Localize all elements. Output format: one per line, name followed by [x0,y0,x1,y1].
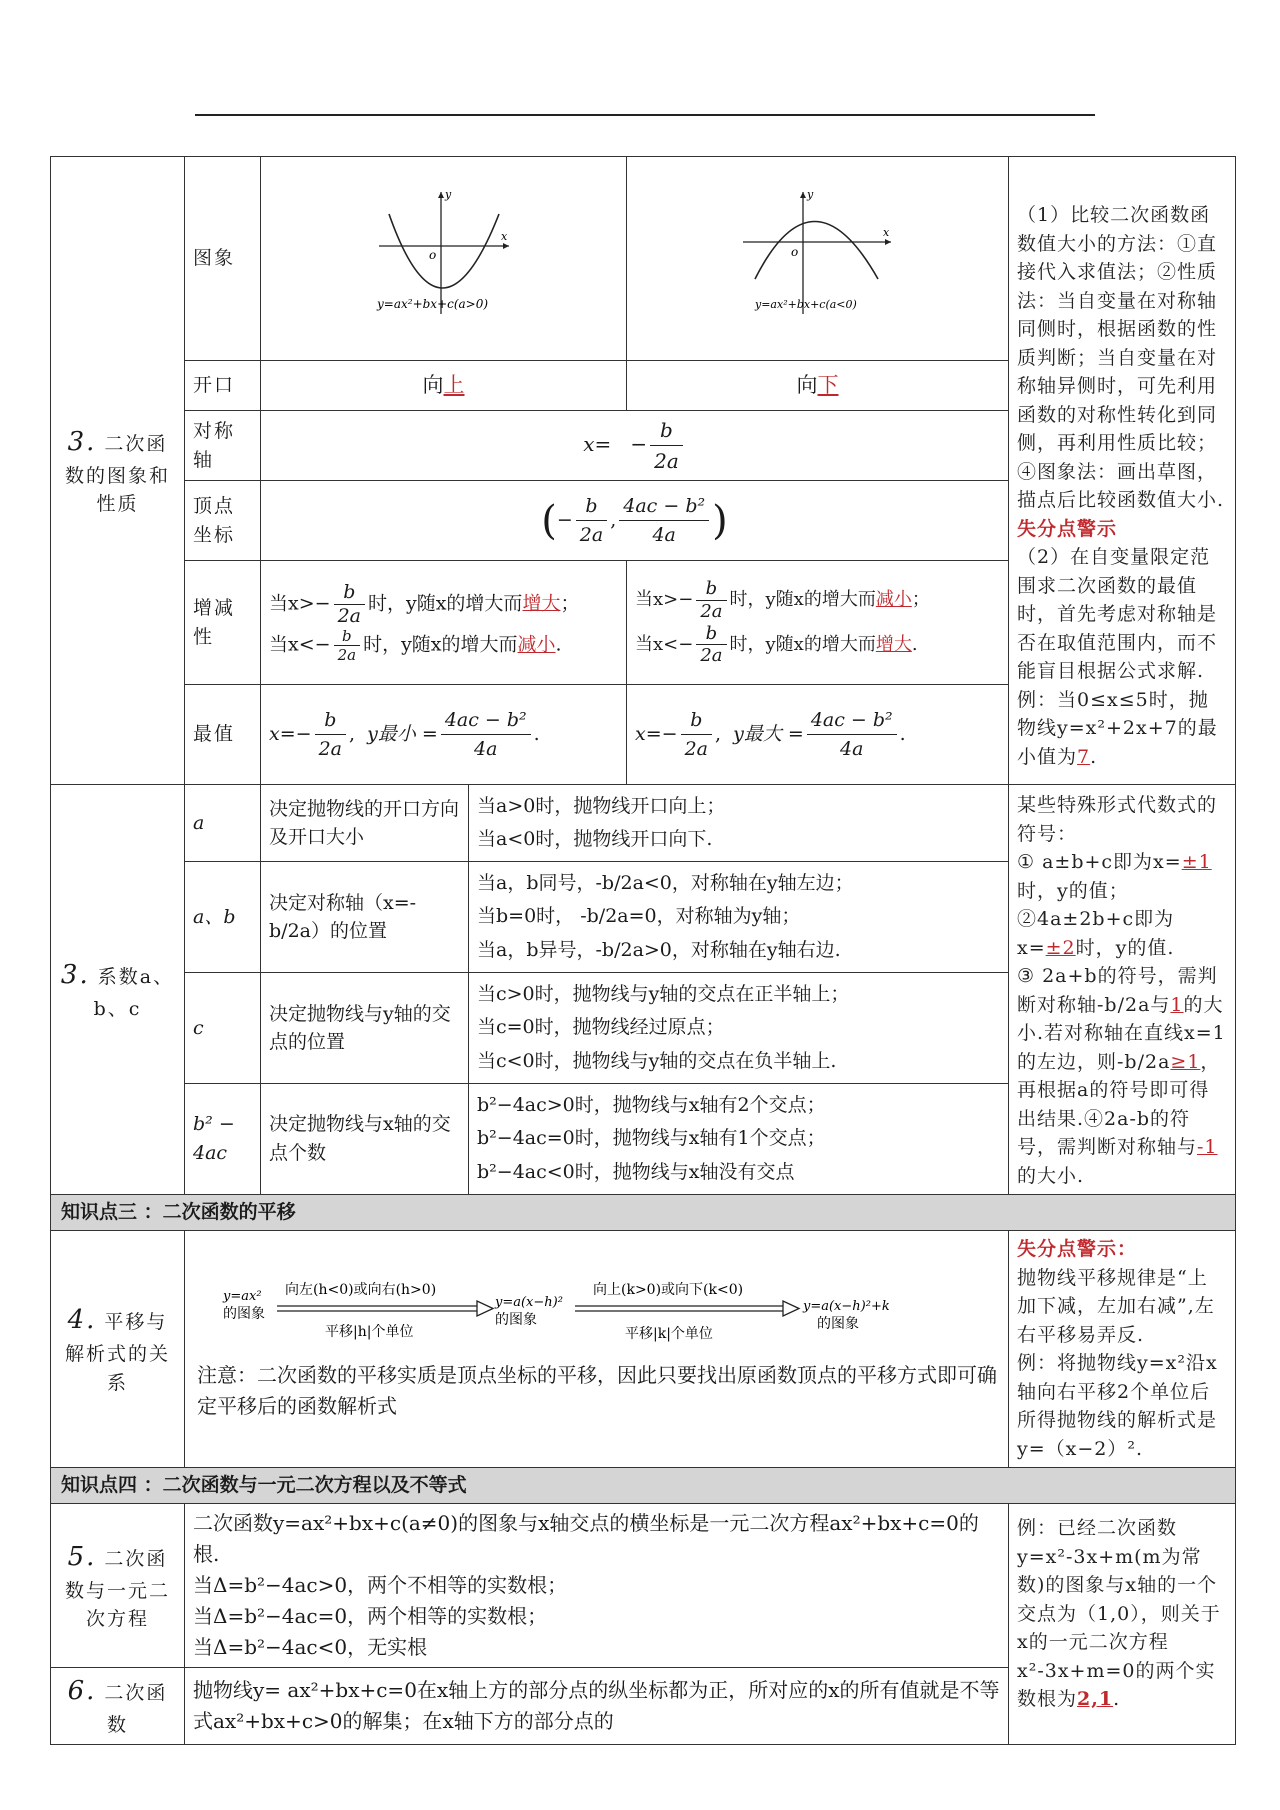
mono-answer: 增大 [522,592,561,614]
example-end: . [1090,745,1098,768]
extreme-frac-num: b [315,706,346,736]
section3-notes [1009,157,1236,785]
vertex-formula-cell: (− $\frac{b}{2a}$ , $\frac{\text{4ac − b²}}{4a}$ ) [261,481,1009,561]
mono-answer: 减小 [517,633,556,656]
flow-sub-1: 的图象 [223,1305,265,1322]
parabola-down-graph [733,184,903,324]
extreme-x-lhs: x=− [269,722,312,745]
mono-frac-num: b [334,627,361,646]
notes-warning-title: 失分点警示 [1017,517,1118,540]
flow-arrow1-top: 向左(h<0)或向右(h>0) [285,1281,437,1298]
section4-title: 平移与解析式的关系 [64,1311,170,1394]
translation-note: 注意：二次函数的平移实质是顶点坐标的平移，因此只要找出原函数顶点的平移方式即可确定平移后的函数解析式 [197,1363,997,1419]
kp3-title: 知识点三 ：二次函数的平移 [51,1195,1236,1231]
mono-frac-den: 2a [337,604,361,627]
coeff-notes-p2 [1017,962,1227,1190]
mono-text: 当x>− [269,592,331,614]
extreme-val-frac [441,706,531,764]
section5-line: 当Δ=b²−4ac>0，两个不相等的实数根； [193,1573,568,1597]
note-text: 时，y的值；②4a±2b+c即为x= [1017,879,1175,959]
note-answer: ≥1 [1170,1050,1201,1073]
section56-side [1009,1504,1236,1745]
extreme-x-frac [315,706,346,764]
coeff-desc-discriminant: 决定抛物线与x轴的交点个数 [261,1083,469,1194]
section4-rule: 抛物线平移规律是“上加下减，左加右减”,左右平移易弄反. [1017,1266,1215,1346]
knowledge-table [50,156,1235,1745]
coeff-rules-a [469,785,1009,862]
vertex-y-num: 4ac − b² [619,492,709,522]
origin-label: o [428,248,436,263]
mono-end: ； [911,589,930,611]
extreme-x-lhs: x=− [635,722,678,745]
rule-line: 当a<0时，抛物线开口向下. [477,828,713,851]
note-text: ③ 2a+b的符号，需判断对称轴-b/2a与 [1017,965,1218,1016]
opening-down-value: 下 [817,372,839,397]
mono-answer: 减小 [875,589,912,611]
rule-line: b²−4ac>0时，抛物线与x轴有2个交点； [477,1094,826,1117]
flow-sub-3: 的图象 [817,1315,859,1332]
note-answer: -1 [1197,1136,1218,1158]
coeff-name-c: c [185,973,261,1084]
note-text: ，再根据a的符号即可得出结果.④2a-b的符号，需判断对称轴与 [1017,1050,1221,1158]
coeff-notes-title: 某些特殊形式代数式的符号： [1017,794,1218,845]
mono-frac-num: b [334,581,365,605]
section4-label [51,1231,185,1468]
mono-answer: 增大 [875,633,912,655]
axis-sign: − [630,432,648,456]
section4-num: 4. [67,1305,97,1335]
axis-x-label: x [500,230,507,244]
row-head-extreme: 最值 [185,685,261,785]
axis-x-label: x [882,226,889,240]
coeff-rules-discriminant [469,1083,1009,1194]
monotonic-down-cell [627,561,1009,685]
extreme-val-num: 4ac − b² [441,706,531,736]
mono-frac-den: 2a [700,600,723,622]
opening-up-value: 上 [443,372,465,397]
flow-arrow1-bottom: 平移|h|个单位 [325,1323,414,1340]
section3-num: 3. [67,426,97,457]
extreme-y-min-label: y最小 = [367,722,438,745]
extreme-frac-den: 2a [684,738,708,760]
mono-frac [696,578,726,622]
opening-up-prefix: 向 [422,372,444,397]
coeff-section-label [51,785,185,1195]
monotonic-down-line2 [635,623,1000,667]
flow-eq-1: y=ax² [223,1288,262,1304]
parabola-up-graph [369,184,519,324]
axis-y-label: y [444,188,451,202]
coeff-name-a: a [185,785,261,862]
section5-line: 当Δ=b²−4ac=0，两个相等的实数根； [193,1604,548,1628]
section6-content: 抛物线y= ax²+bx+c=0在x轴上方的部分点的纵坐标都为正，所对应的x的所有值就是不等式ax²+bx+c>0的解集；在x轴下方的部分点的 [185,1668,1009,1745]
row-head-monotonic: 增减性 [185,561,261,685]
monotonic-up-cell [261,561,627,685]
notes-compare-method: （1）比较二次函数函数值大小的方法：①直接代入求值法；②性质法：当自变量在对称轴同侧时，根据函数的性质判断；当自变量在对称轴异侧时，可先利用函数的对称性转化到同侧，再利用性质比较；④图象法：画出草图，描点后比较函数值大小. [1017,204,1225,511]
section5-content [185,1504,1009,1668]
coeff-rules-c [469,973,1009,1084]
note-text: ① a±b+c即为x= [1017,851,1182,873]
section3-label [51,157,185,785]
translation-flow-diagram [195,1272,895,1348]
rule-line: 当a，b同号，-b/2a<0，对称轴在y轴左边； [477,872,854,895]
extreme-x-frac [681,706,712,764]
flow-sub-2: 的图象 [495,1311,537,1328]
mono-frac-den: 2a [337,646,357,665]
mono-frac [334,627,361,664]
example-text: 例：当0≤x≤5时，抛物线y=x²+2x+7的最小值为 [1017,688,1218,768]
section4-example: 例：将抛物线y=x²沿x轴向右平移2个单位后所得抛物线的解析式是y=（x−2）². [1017,1352,1218,1460]
mono-text: 时，y随x的增大而 [729,589,876,611]
monotonic-up-line2 [269,627,618,664]
flow-arrow2-top: 向上(k>0)或向下(k<0) [593,1281,744,1298]
opening-down-cell [627,361,1009,411]
monotonic-down-line1 [635,578,1000,622]
rule-line: 当a，b异号，-b/2a>0，对称轴在y轴右边. [477,938,841,961]
note-text: 时，y的值. [1075,936,1175,959]
mono-end: . [911,633,918,655]
mono-frac-den: 2a [700,645,723,667]
coeff-name-discriminant: b² − 4ac [185,1083,261,1194]
side56-answer: 2,1 [1077,1688,1114,1710]
vertex-frac-y [619,492,709,550]
rule-line: b²−4ac=0时，抛物线与x轴有1个交点； [477,1127,826,1150]
mono-text: 当x>− [635,589,694,611]
side56-end: . [1113,1688,1121,1710]
axis-lhs: x= [583,432,612,456]
graph-up-caption: y=ax²+bx+c(a>0) [376,297,488,312]
vertex-x-den: 2a [579,524,604,546]
extreme-y-max-label: y最大 = [733,722,804,745]
rule-line: 当c<0时，抛物线与y轴的交点在负半轴上. [477,1049,837,1072]
section5-num: 5. [67,1541,97,1572]
flow-eq-2: y=a(x−h)² [495,1294,563,1310]
extreme-frac-den: 2a [318,738,342,760]
side56-example: 例：已经二次函数y=x²-3x+m(m为常数)的图象与x轴的一个交点为（1,0），则关于x的一元二次方程x²-3x+m=0的两个实数根为 [1017,1517,1221,1710]
axis-frac-den: 2a [654,449,679,473]
notes-extreme-range: （2）在自变量限定范围求二次函数的最值时，首先考虑对称轴是否在取值范围内，而不能盲目根据公式求解. [1017,546,1218,682]
opening-up-cell [261,361,627,411]
coeff-desc-ab: 决定对称轴（x=-b/2a）的位置 [261,862,469,973]
mono-frac [334,581,365,628]
mono-text: 当x<− [269,633,331,656]
monotonic-up-line1 [269,581,618,628]
flow-eq-3: y=a(x−h)²+k [803,1298,890,1314]
note-text: 的大小.若对称轴在直线x=1的左边，则-b/2a [1017,993,1226,1073]
mono-end: . [555,633,562,656]
notes-example [1017,686,1227,772]
axis-y-label: y [806,188,813,202]
mono-frac-num: b [696,578,726,601]
kp4-title: 知识点四 ：二次函数与一元二次方程以及不等式 [51,1468,1236,1504]
coeff-title: 系数a、b、c [93,965,175,1020]
coeff-num: 3. [60,959,90,990]
rule-line: b²−4ac<0时，抛物线与x轴没有交点 [477,1160,795,1183]
extreme-val-den: 4a [474,738,498,760]
graph-down-cell [627,157,1009,361]
axis-formula-cell [261,411,1009,481]
extreme-val-num: 4ac − b² [807,706,897,736]
section6-title: 二次函数 [104,1682,168,1736]
mono-frac-num: b [696,623,726,646]
graph-down-caption: y=ax²+bx+c(a<0) [754,298,857,312]
section5-title: 二次函数与一元二次方程 [64,1547,170,1630]
mono-text: 当x<− [635,633,694,655]
section6-num: 6. [67,1676,97,1706]
note-answer: ±2 [1045,936,1076,959]
extreme-min-cell: x=− $\frac{b}{2a}$ , y最小 = $\frac{\text{4ac − b²}}{4a}$ . [261,685,627,785]
axis-fraction [650,415,683,476]
note-answer: 1 [1170,993,1184,1016]
section4-warn-title: 失分点警示： [1017,1238,1138,1260]
extreme-frac-num: b [681,706,712,736]
mono-text: 时，y随x的增大而 [729,633,876,655]
coeff-notes [1009,785,1236,1195]
mono-frac [696,623,726,667]
mono-text: 时，y随x的增大而 [367,592,523,614]
section5-line: 二次函数y=ax²+bx+c(a≠0)的图象与x轴交点的横坐标是一元二次方程ax²+bx+c=0的根. [193,1511,979,1566]
graph-up-cell [261,157,627,361]
section5-label [51,1504,185,1668]
section5-line: 当Δ=b²−4ac<0，无实根 [193,1635,428,1659]
note-answer: ±1 [1181,851,1212,873]
coeff-rules-ab [469,862,1009,973]
coeff-desc-a: 决定抛物线的开口方向及开口大小 [261,785,469,862]
extreme-max-cell: x=− $\frac{b}{2a}$ , y最大 = $\frac{\text{4ac − b²}}{4a}$ . [627,685,1009,785]
vertex-x-num: b [576,492,607,522]
vertex-frac-x [576,492,607,550]
rule-line: 当c=0时，抛物线经过原点； [477,1016,725,1039]
opening-down-prefix: 向 [796,372,818,397]
section3-title: 二次函数的图象和性质 [64,432,170,515]
row-head-vertex: 顶点坐标 [185,481,261,561]
row-head-axis: 对称轴 [185,411,261,481]
mono-text: 时，y随x的增大而 [363,633,518,656]
origin-label: o [790,245,798,260]
header-rule [195,114,1095,116]
vertex-y-den: 4a [652,524,676,546]
row-head-opening: 开口 [185,361,261,411]
section6-label [51,1668,185,1745]
row-head-graph: 图象 [185,157,261,361]
coeff-name-ab: a、b [185,862,261,973]
axis-frac-num: b [650,415,683,446]
coeff-notes-p1 [1017,848,1227,962]
rule-line: 当b=0时， -b/2a=0，对称轴为y轴； [477,905,801,928]
rule-line: 当a>0时，抛物线开口向上； [477,794,726,817]
main-table [50,156,1236,1745]
section4-side [1009,1231,1236,1468]
example-answer: 7 [1077,745,1091,768]
mono-end: ； [560,592,580,614]
flow-arrow2-bottom: 平移|k|个单位 [625,1325,713,1342]
coeff-desc-c: 决定抛物线与y轴的交点的位置 [261,973,469,1084]
rule-line: 当c>0时，抛物线与y轴的交点在正半轴上； [477,983,850,1006]
note-text: 的大小. [1017,1164,1085,1187]
extreme-val-den: 4a [840,738,864,760]
extreme-val-frac [807,706,897,764]
translation-cell [185,1231,1009,1468]
